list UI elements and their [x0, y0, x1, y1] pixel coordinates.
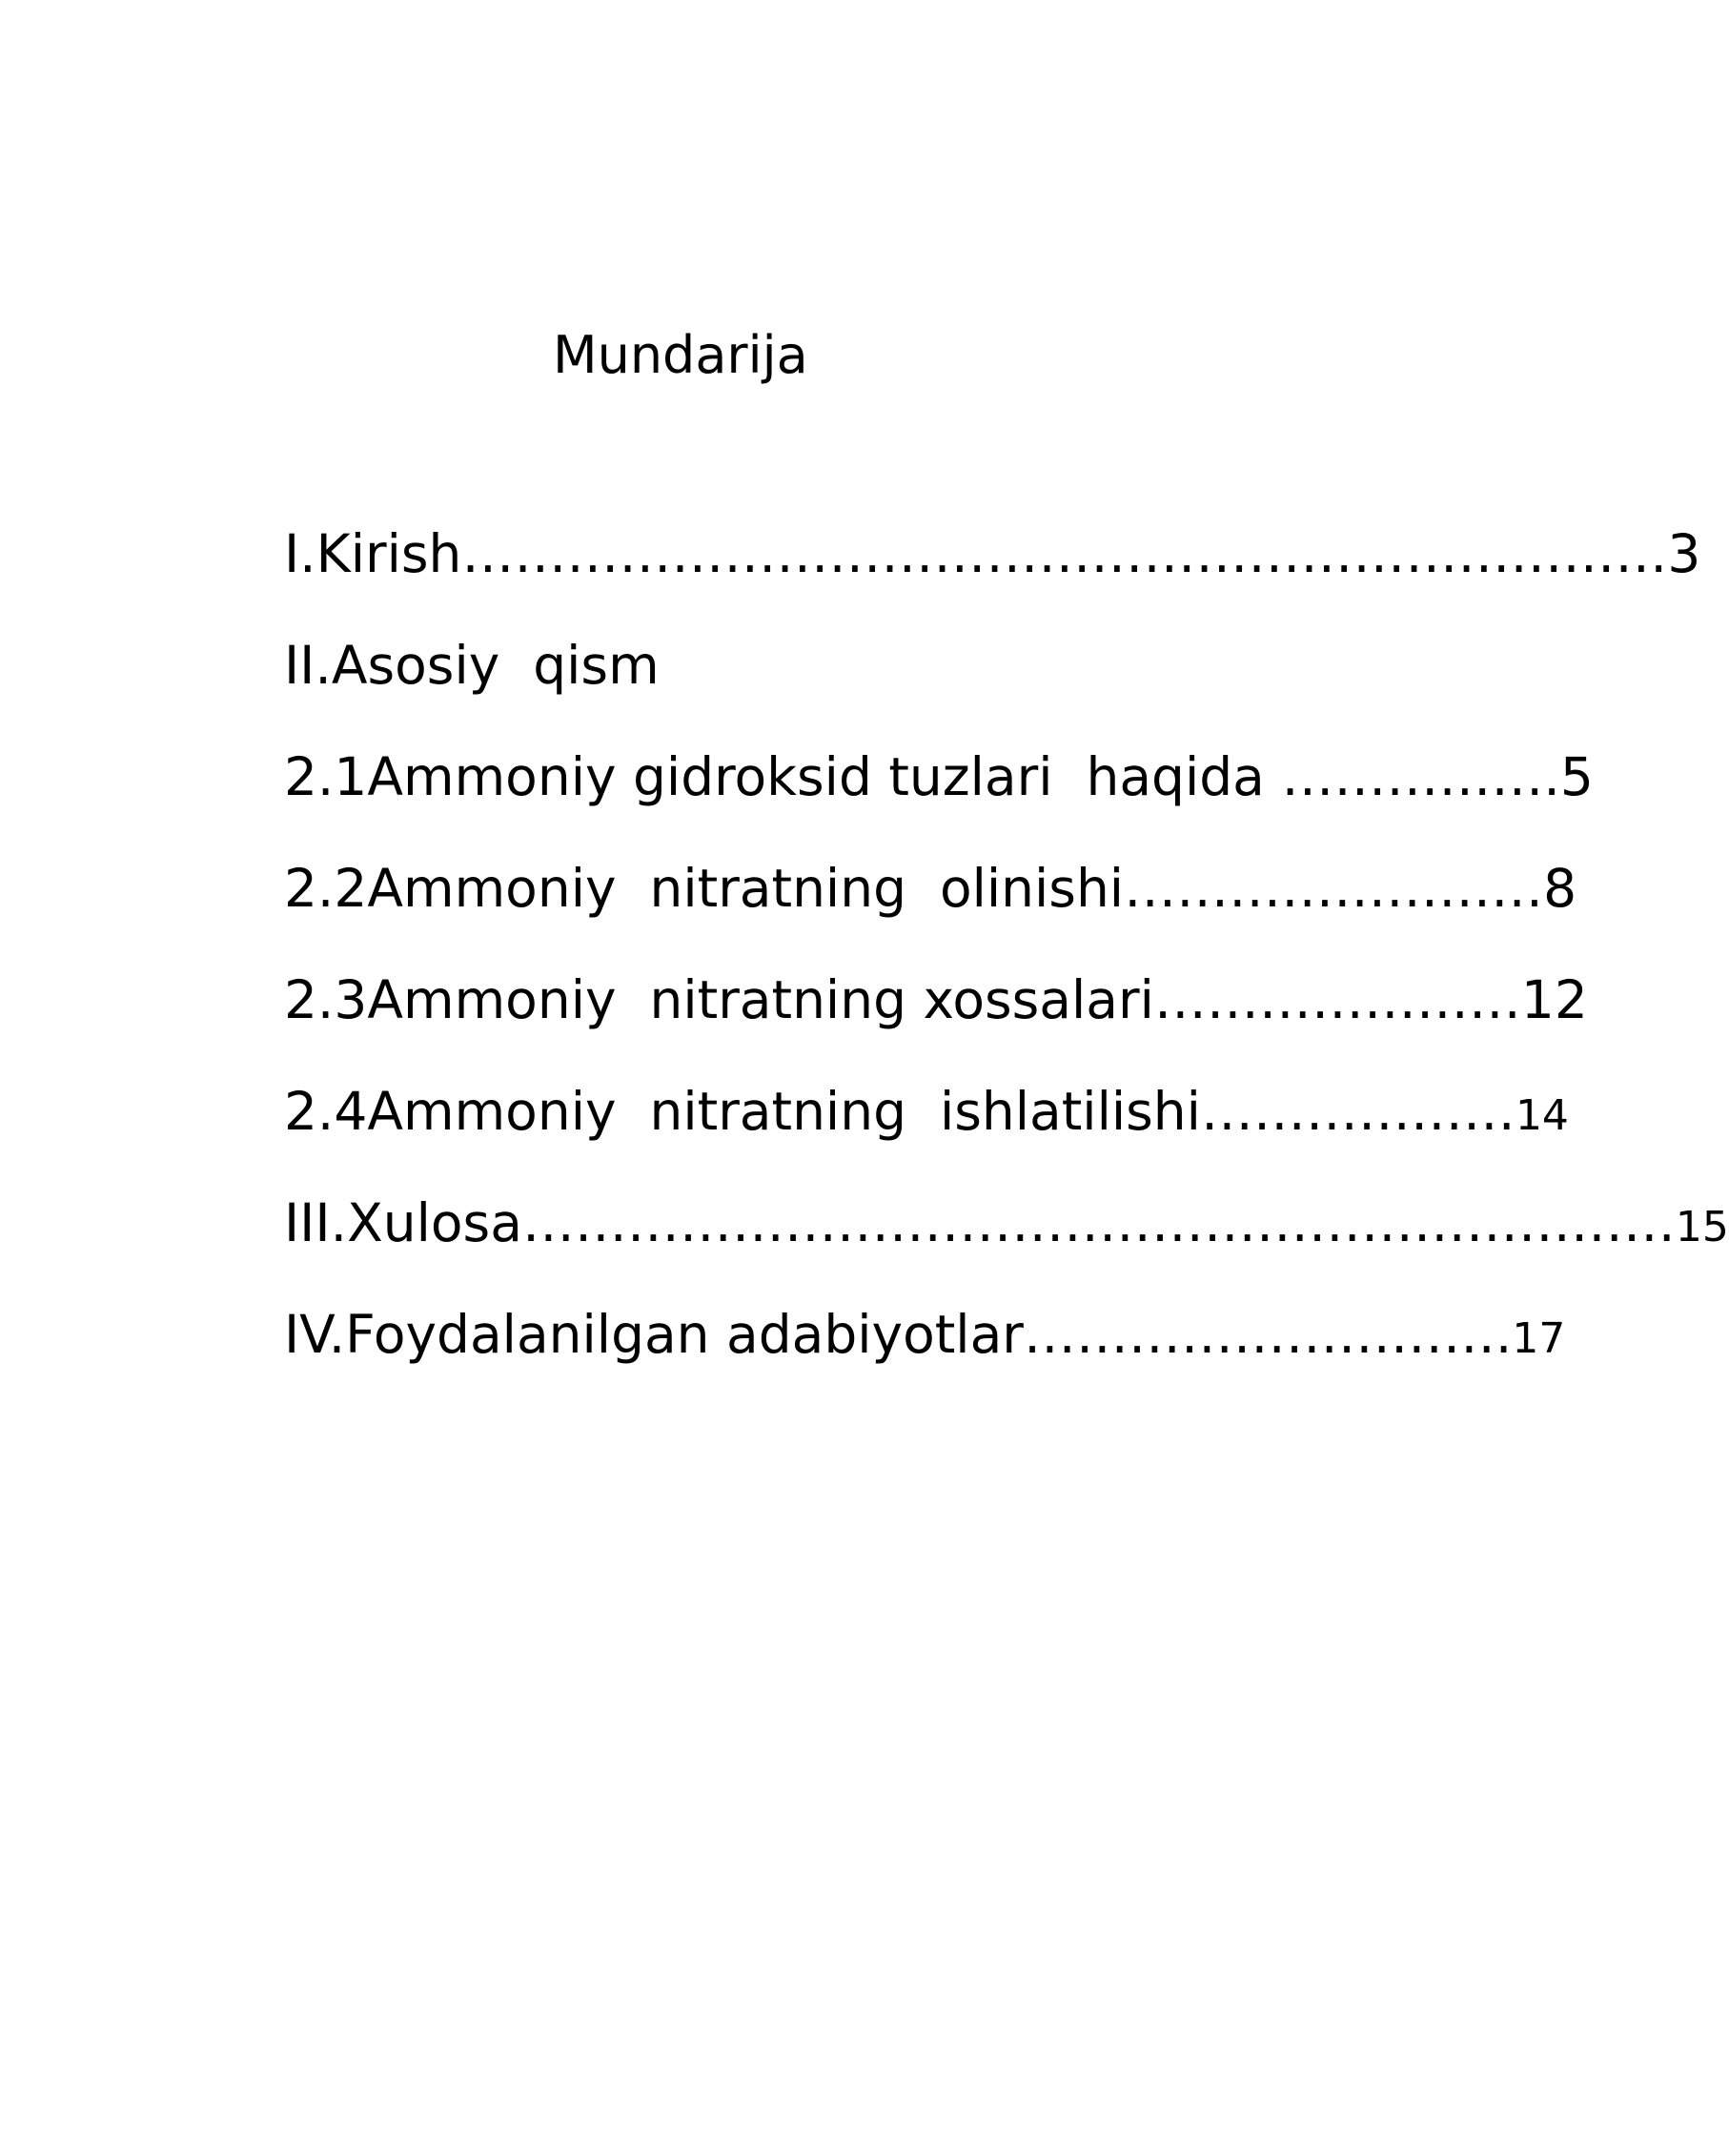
toc-entry-text: 2.3Ammoniy nitratning xossalari…………………12	[283, 969, 1588, 1030]
toc-entry-text: IV.Foydalanilgan adabiyotlar……………………….	[283, 1304, 1513, 1365]
toc-entry-adabiyotlar	[217, 1234, 1565, 1439]
toc-page-number: 14	[1515, 1091, 1569, 1140]
toc-entry-text: 2.1Ammoniy gidroksid tuzlari haqida …………….5	[283, 746, 1594, 807]
page-title: Mundarija	[553, 325, 808, 385]
toc-entry-text: III.Xulosa…………………………………………………………	[283, 1192, 1676, 1253]
toc-page-number: 15	[1675, 1203, 1729, 1251]
toc-entry-text: 2.2Ammoniy nitratning olinishi……………………8	[283, 858, 1577, 919]
toc-page-number: 17	[1512, 1314, 1566, 1363]
toc-entry-text: 2.4Ammoniy nitratning ishlatilishi………………	[283, 1081, 1515, 1142]
toc-entry-text: II.Asosiy qism	[283, 635, 660, 696]
toc-entry-text: I.Kirish……………………………………………………………3	[283, 523, 1701, 584]
